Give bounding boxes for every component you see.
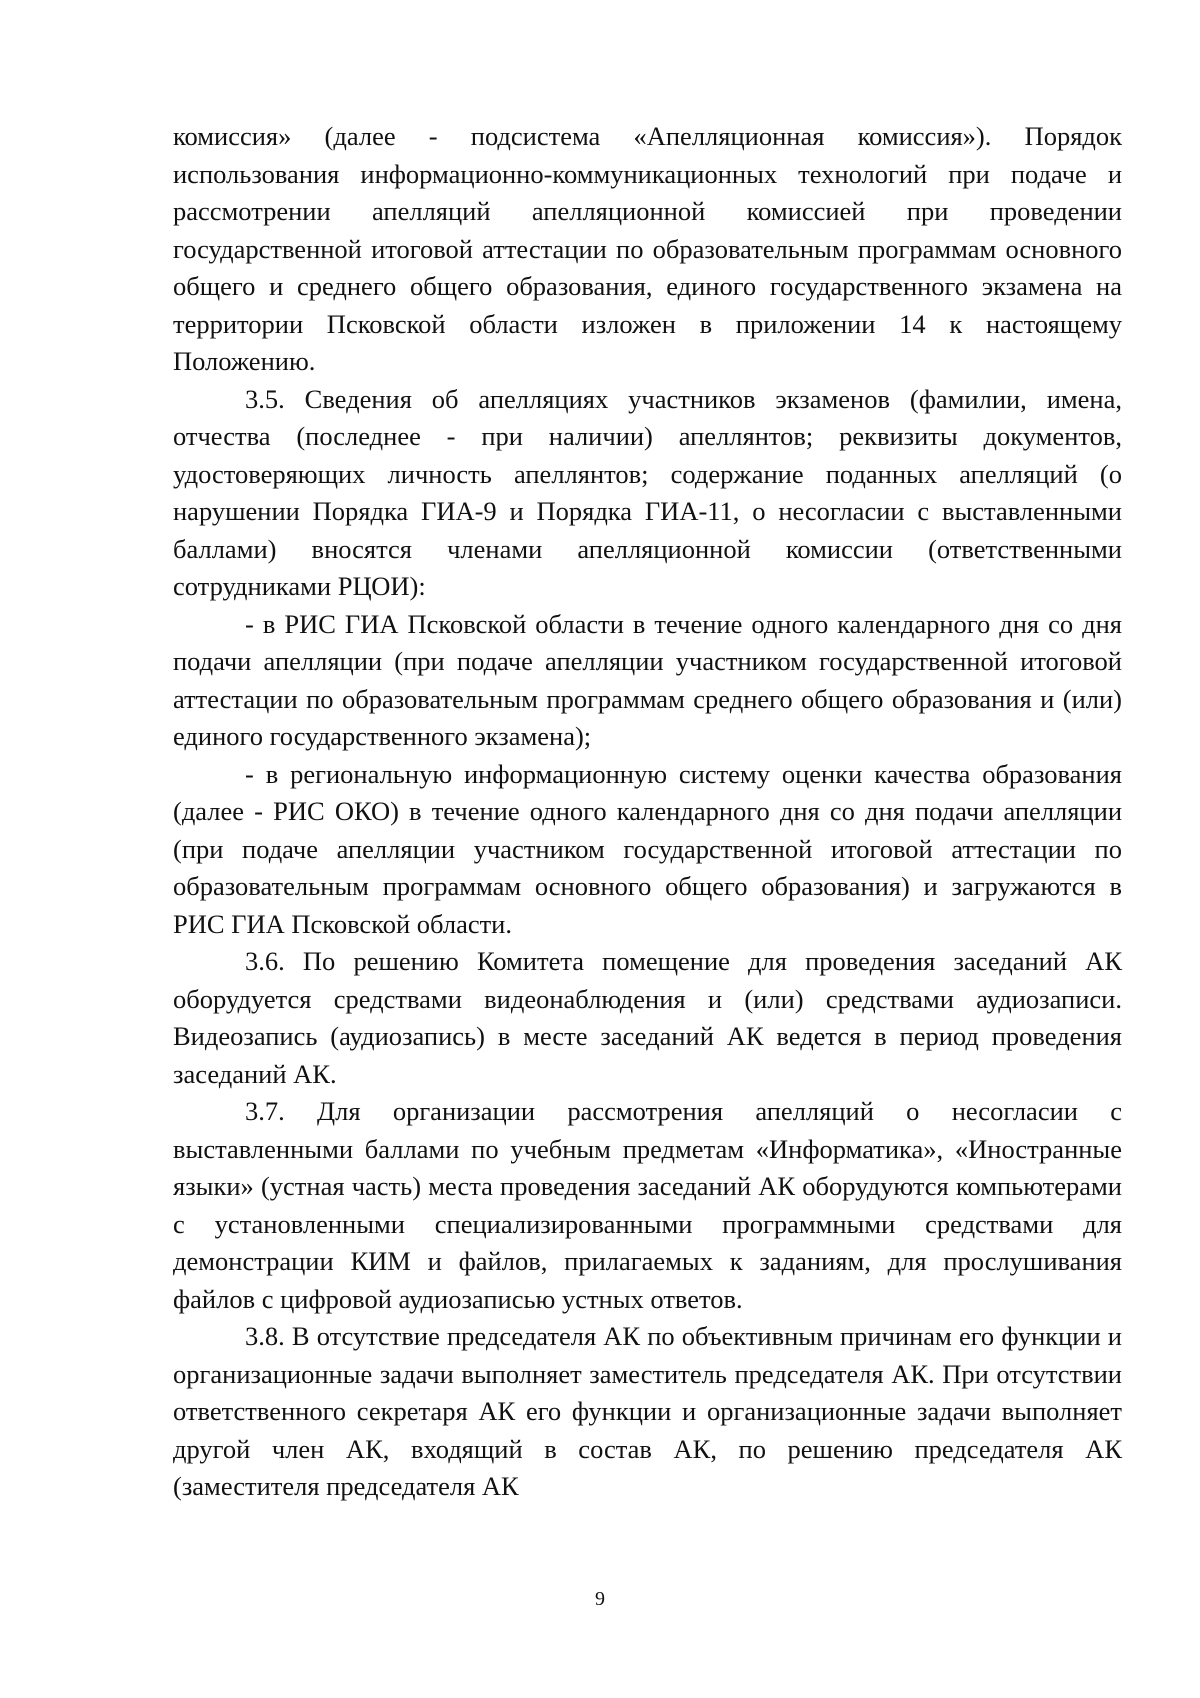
- paragraph-3-7: 3.7. Для организации рассмотрения апелляций о несогласии с выставленными баллами по учебным предметам «Информатика», «Иностранные языки» (устная часть) места проведения заседаний АК оборудуются компьютерами с установленными специализированными программными средствами для демонстрации КИМ и файлов, прилагаемых к заданиям, для прослушивания файлов с цифровой аудиозаписью устных ответов.: [173, 1096, 1122, 1314]
- paragraph-3-5: 3.5. Сведения об апелляциях участников экзаменов (фамилии, имена, отчества (последнее - при наличии) апеллянтов; реквизиты документов, удостоверяющих личность апеллянтов; содержание поданных апелляций (о нарушении Порядка ГИА-9 и Порядка ГИА-11, о несогласии с выставленными баллами) вносятся членами апелляционной комиссии (ответственными сотрудниками РЦОИ):: [173, 383, 1122, 601]
- paragraph-continuation: комиссия» (далее - подсистема «Апелляционная комиссия»). Порядок использования информационно-коммуникационных технологий при подаче и рассмотрении апелляций апелляционной комиссией при проведении государственной итоговой аттестации по образовательным программам основного общего и среднего общего образования, единого государственного экзамена на территории Псковской области изложен в приложении 14 к настоящему Положению.: [173, 121, 1122, 376]
- page-number: 9: [595, 1588, 605, 1610]
- document-body: [173, 118, 1122, 1506]
- paragraph-3-6: 3.6. По решению Комитета помещение для проведения заседаний АК оборудуется средствами видеонаблюдения и (или) средствами аудиозаписи. Видеозапись (аудиозапись) в месте заседаний АК ведется в период проведения заседаний АК.: [173, 946, 1122, 1089]
- paragraph-3-8: 3.8. В отсутствие председателя АК по объективным причинам его функции и организационные задачи выполняет заместитель председателя АК. При отсутствии ответственного секретаря АК его функции и организационные задачи выполняет другой член АК, входящий в состав АК, по решению председателя АК (заместителя председателя АК: [173, 1321, 1122, 1501]
- list-item-ris-gia: - в РИС ГИА Псковской области в течение одного календарного дня со дня подачи апелляции (при подаче апелляции участником государственной итоговой аттестации по образовательным программам среднего общего образования и (или) единого государственного экзамена);: [173, 608, 1122, 751]
- list-item-ris-oko: - в региональную информационную систему оценки качества образования (далее - РИС ОКО) в течение одного календарного дня со дня подачи апелляции (при подаче апелляции участником государственной итоговой аттестации по образовательным программам основного общего образования) и загружаются в РИС ГИА Псковской области.: [173, 758, 1122, 939]
